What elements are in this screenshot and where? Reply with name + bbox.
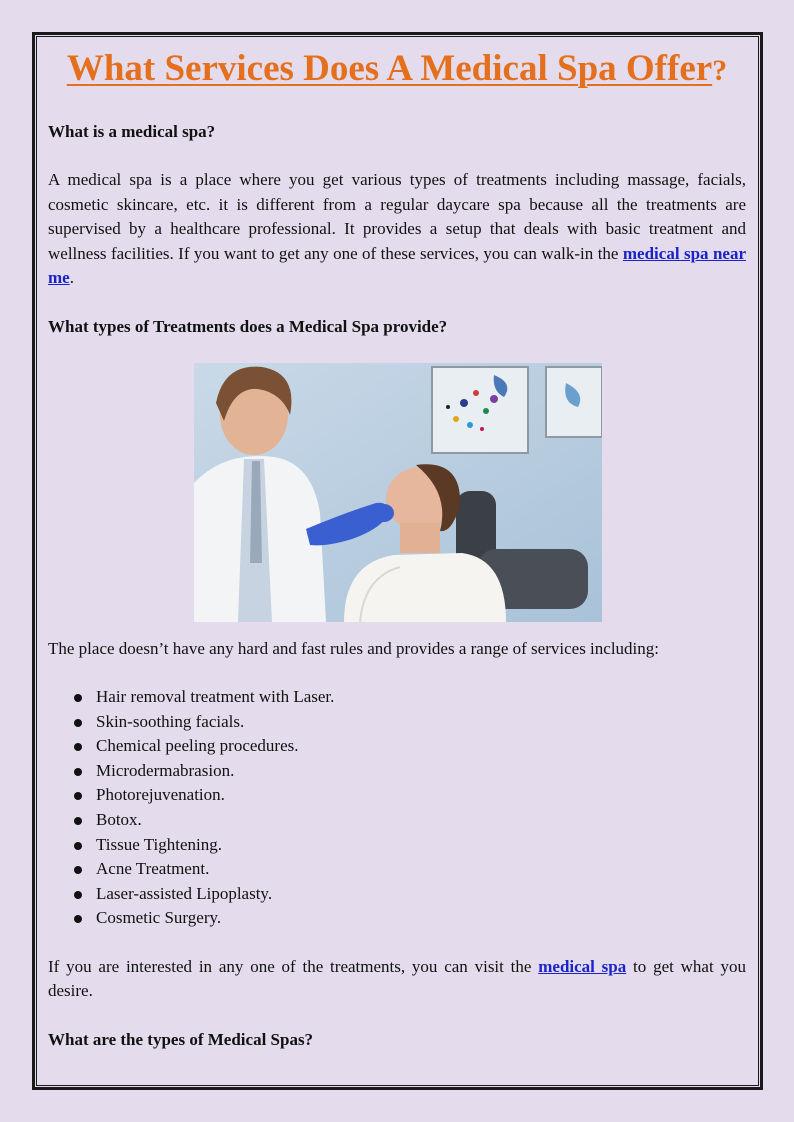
section2-heading: What types of Treatments does a Medical Spa provide?: [48, 316, 448, 336]
list-item: Skin-soothing facials.: [48, 710, 746, 735]
medical-spa-near-me-link[interactable]: medical spa near me: [48, 243, 746, 287]
list-item: Chemical peeling procedures.: [48, 734, 746, 759]
section1-paragraph-end: .: [69, 268, 74, 287]
list-item: Cosmetic Surgery.: [48, 906, 746, 931]
closing-text-before: If you are interested in any one of the treatments, you can visit the: [48, 956, 539, 976]
list-item: Microdermabrasion.: [48, 759, 746, 784]
section3-heading: What are the types of Medical Spas?: [48, 1029, 314, 1049]
page-title: [48, 44, 746, 96]
closing-text-after: to get what you desire.: [48, 956, 746, 1001]
list-item: Botox.: [48, 808, 746, 833]
services-list: [48, 685, 746, 931]
list-item: Photorejuvenation.: [48, 783, 746, 808]
page-title-suffix: ?: [712, 54, 728, 87]
section1-heading: What is a medical spa?: [48, 122, 216, 141]
list-item: Tissue Tightening.: [48, 833, 746, 858]
list-item: Laser-assisted Lipoplasty.: [48, 882, 746, 907]
closing-paragraph: [48, 955, 746, 1004]
section1-paragraph-text: A medical spa is a place where you get various types of treatments including massage, facials, cosmetic skincare, etc. it is different from a regular daycare spa because all the treatments are supervised by a healthcare professional. It provides a setup that deals with basic treatment and wellness facilities. If you want to get any one of these services, you can walk-in the: [48, 170, 746, 263]
list-item: Hair removal treatment with Laser.: [48, 685, 746, 710]
section1-paragraph: [48, 168, 746, 291]
services-intro: The place doesn’t have any hard and fast rules and provides a range of services including:: [48, 638, 659, 658]
medical-spa-link[interactable]: medical spa: [538, 956, 627, 976]
document-content: [48, 44, 746, 1052]
treatment-photo: [194, 363, 602, 622]
list-item: Acne Treatment.: [48, 857, 746, 882]
page-title-text: What Services Does A Medical Spa Offer: [66, 48, 713, 89]
